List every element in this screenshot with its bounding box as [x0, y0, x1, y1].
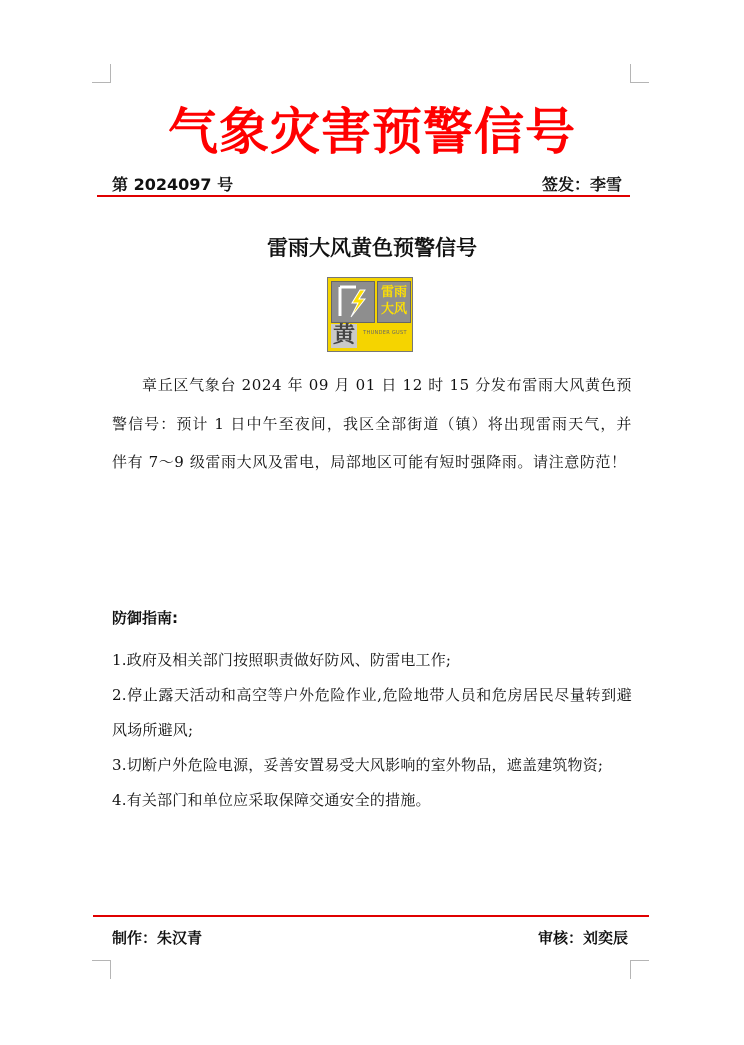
guide-item: 4.有关部门和单位应采取保障交通安全的措施。 — [112, 791, 431, 809]
badge-english-label: THUNDER GUST — [363, 330, 407, 336]
reviewer: 审核：刘奕辰 — [537, 929, 628, 947]
warning-title: 雷雨大风黄色预警信号 — [267, 235, 477, 260]
warning-body: 章丘区气象台 2024 年 09 月 01 日 12 时 15 分发布雷雨大风黄色预警信号：预计 1 日中午至夜间，我区全部街道（镇）将出现雷雨天气，并伴有 7～9 级雷雨大风及雷电，局部地区可能有短时强降雨。请注意防范！ — [112, 376, 632, 471]
guide-list — [112, 643, 632, 818]
warning-badge — [327, 277, 413, 352]
footer-divider — [93, 915, 649, 917]
guide-heading: 防御指南: — [112, 609, 178, 627]
badge-label-line1: 雷雨 — [380, 285, 407, 300]
document-number: 第 2024097 号 — [112, 175, 234, 194]
header-divider — [97, 195, 630, 197]
badge-label — [378, 284, 410, 318]
guide-item: 3.切断户外危险电源，妥善安置易受大风影响的室外物品，遮盖建筑物资; — [112, 756, 604, 774]
page-title: 气象灾害预警信号 — [168, 103, 576, 161]
crop-mark-top-right — [630, 64, 649, 83]
issuer-signature: 签发：李雪 — [541, 175, 622, 194]
guide-item: 1.政府及相关部门按照职责做好防风、防雷电工作; — [112, 651, 452, 669]
lightning-bolt-icon — [331, 281, 375, 323]
badge-label-panel — [377, 281, 411, 323]
crop-mark-bottom-right — [630, 960, 649, 979]
crop-mark-top-left — [92, 64, 111, 83]
badge-level: 黄 — [332, 323, 355, 348]
producer: 制作：朱汉青 — [112, 929, 203, 947]
crop-mark-bottom-left — [92, 960, 111, 979]
guide-item: 2.停止露天活动和高空等户外危险作业,危险地带人员和危房居民尽量转到避风场所避风; — [112, 686, 632, 739]
badge-label-line2: 大风 — [380, 302, 407, 317]
